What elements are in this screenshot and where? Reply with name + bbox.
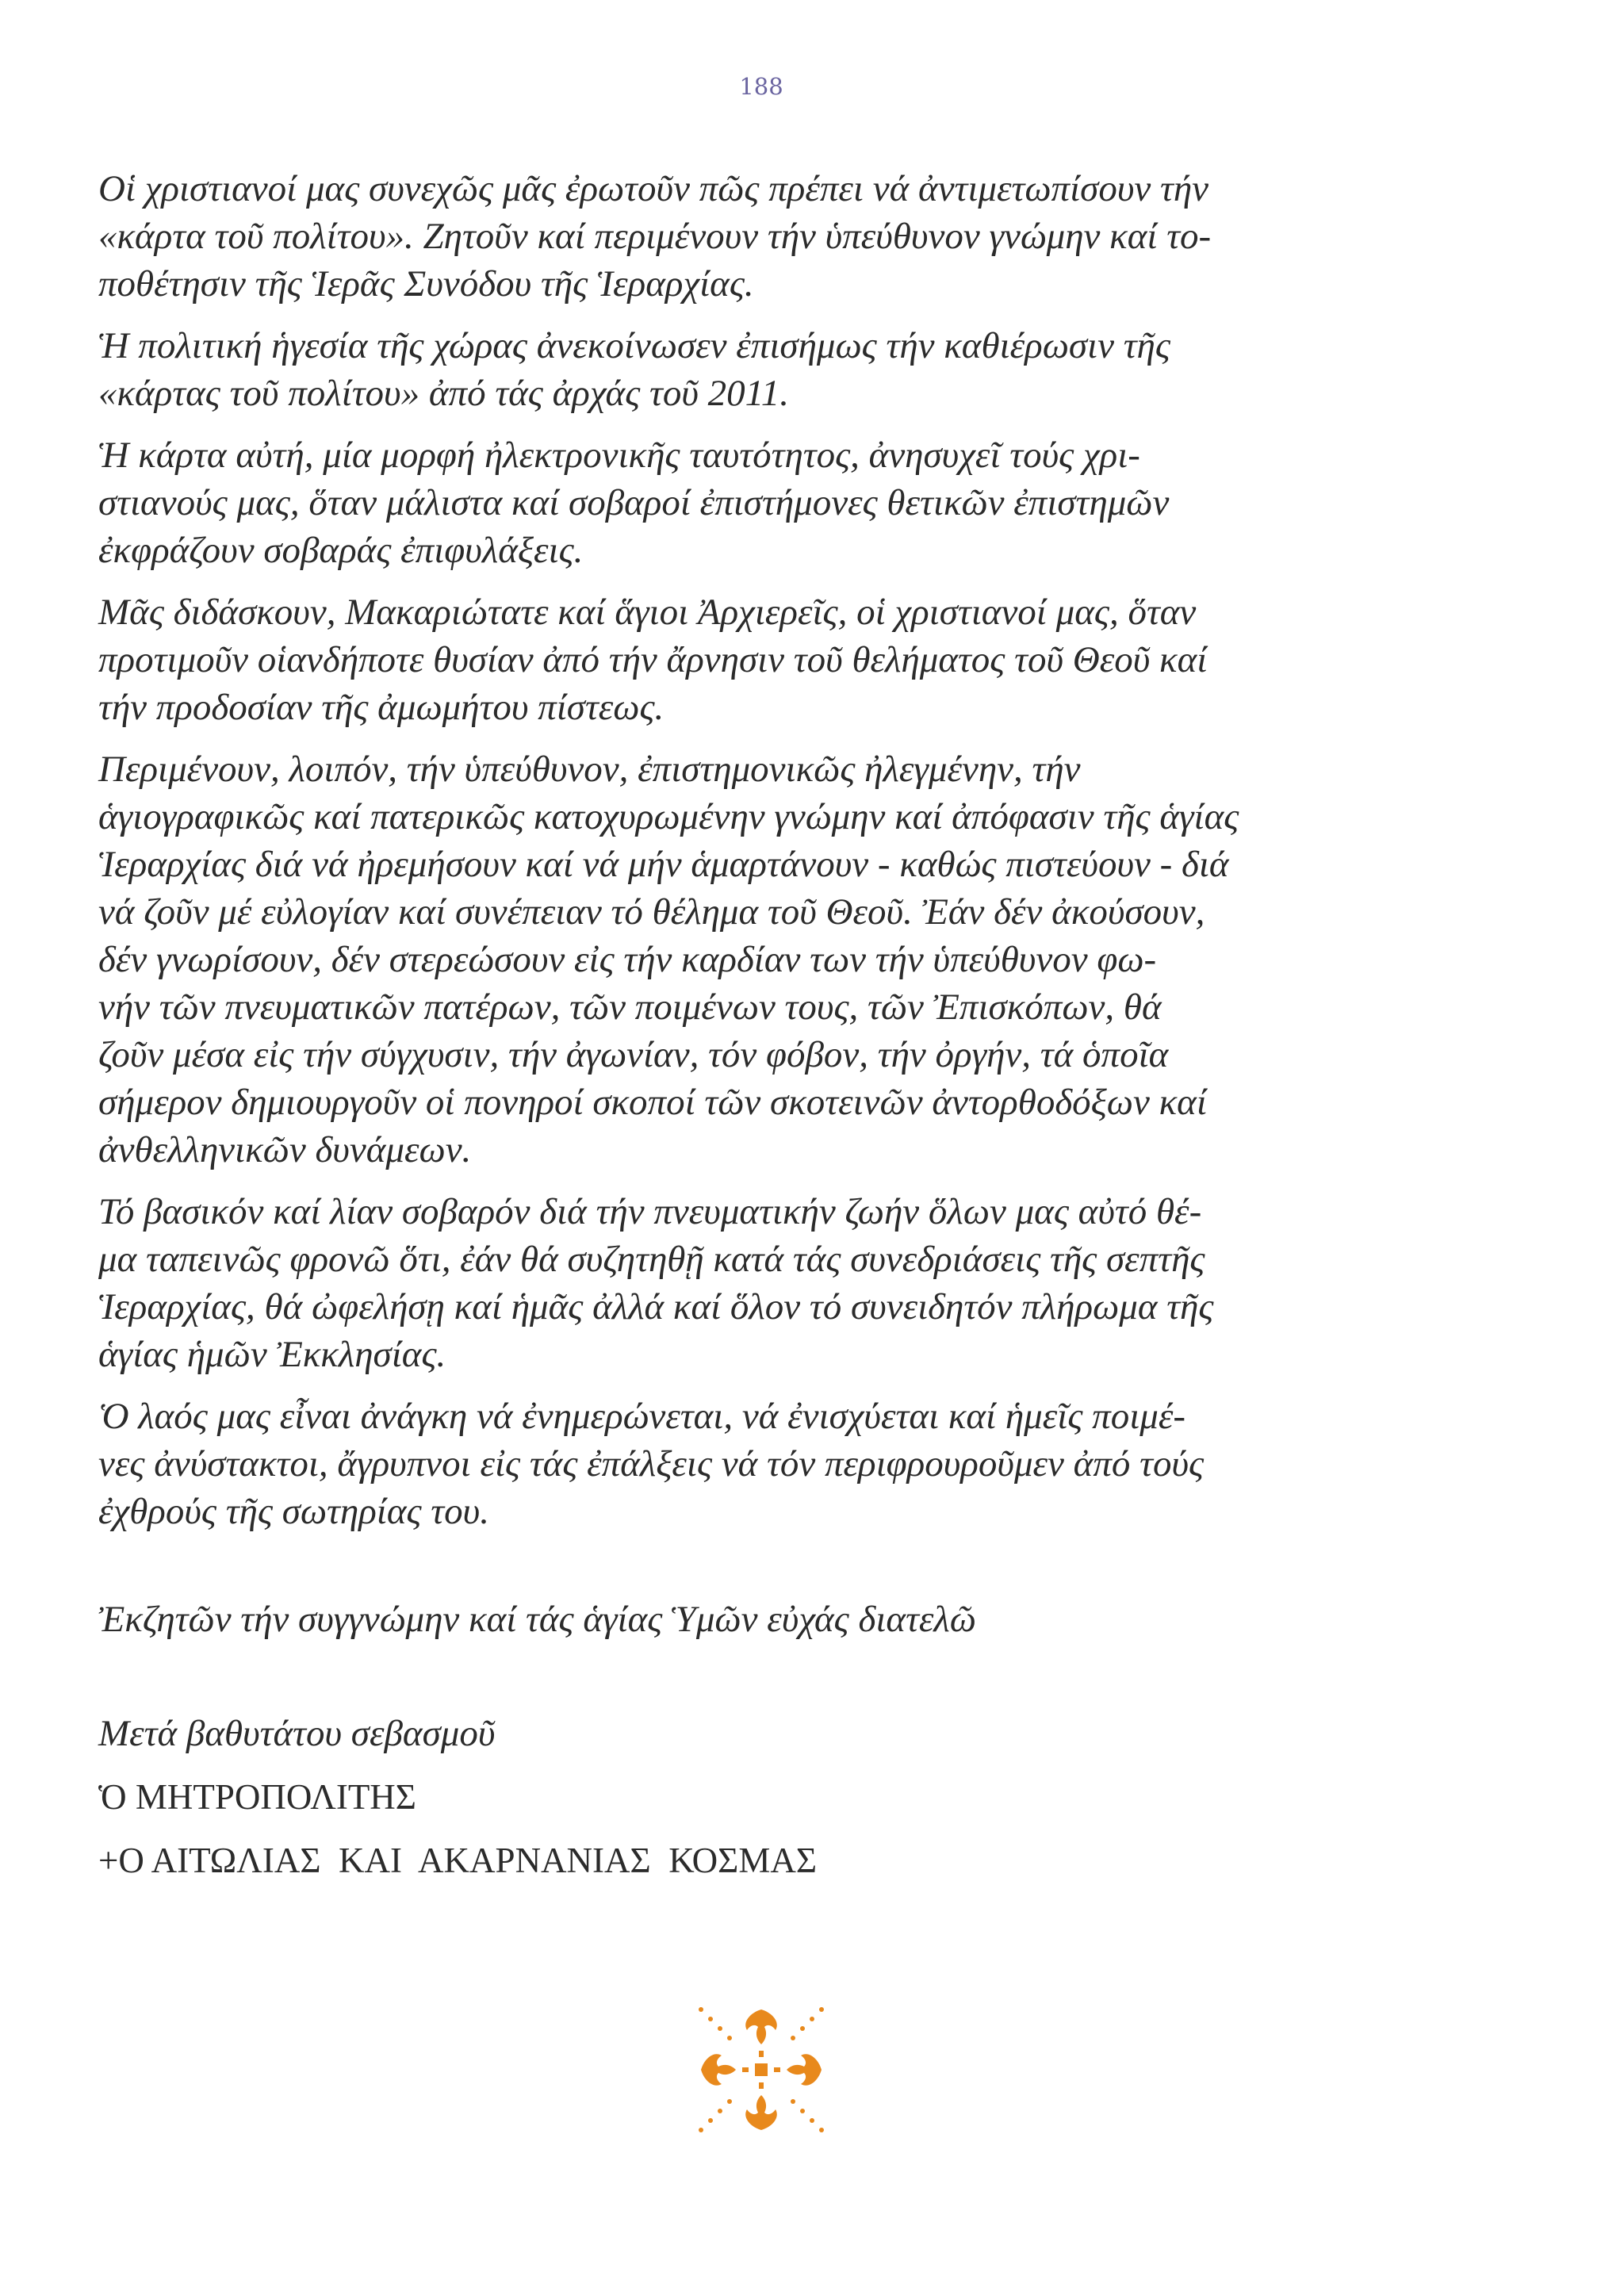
text-line: ἁγίας ἡμῶν Ἐκκλησίας. bbox=[98, 1334, 446, 1375]
text-line: ἐκφράζουν σοβαράς ἐπιφυλάξεις. bbox=[98, 530, 584, 571]
text-line: ἐχθρούς τῆς σωτηρίας του. bbox=[98, 1491, 489, 1532]
text-line: «κάρτα τοῦ πολίτου». Ζητοῦν καί περιμένουν τήν ὑπεύθυνον γνώμην καί το- bbox=[98, 216, 1212, 257]
paragraph-4 bbox=[98, 588, 1399, 731]
text-line: ἁγιογραφικῶς καί πατερικῶς κατοχυρωμένην γνώμην καί ἀπόφασιν τῆς ἁγίας bbox=[98, 796, 1239, 837]
paragraph-1 bbox=[98, 165, 1399, 308]
text-line: ζοῦν μέσα εἰς τήν σύγχυσιν, τήν ἀγωνίαν, τόν φόβον, τήν ὀργήν, τά ὁποῖα bbox=[98, 1034, 1169, 1075]
text-line: Περιμένουν, λοιπόν, τήν ὑπεύθυνον, ἐπιστημονικῶς ἠλεγμένην, τήν bbox=[98, 749, 1081, 790]
text-line: «κάρτας τοῦ πολίτου» ἀπό τάς ἀρχάς τοῦ 2011. bbox=[98, 373, 789, 414]
paragraph-3 bbox=[98, 431, 1399, 574]
text-line: Ἱεραρχίας, θά ὠφελήσῃ καί ἡμᾶς ἀλλά καί ὅλον τό συνειδητόν πλήρωμα τῆς bbox=[98, 1286, 1214, 1327]
signature-title: Ὁ ΜΗΤΡΟΠΟΛΙΤΗΣ bbox=[98, 1777, 417, 1817]
text-line: ἀνθελληνικῶν δυνάμεων. bbox=[98, 1129, 472, 1170]
text-line: σήμερον δημιουργοῦν οἱ πονηροί σκοποί τῶν σκοτεινῶν ἀντορθοδόξων καί bbox=[98, 1082, 1207, 1123]
letter-body bbox=[98, 165, 1399, 1550]
text-line: τήν προδοσίαν τῆς ἀμωμήτου πίστεως. bbox=[98, 687, 665, 728]
text-line: Ἡ κάρτα αὐτή, μία μορφή ἠλεκτρονικῆς ταυτότητος, ἀνησυχεῖ τούς χρι- bbox=[98, 435, 1140, 476]
text-line: νες ἀνύστακτοι, ἄγρυπνοι εἰς τάς ἐπάλξεις νά τόν περιφρουροῦμεν ἀπό τούς bbox=[98, 1443, 1205, 1485]
closing-regards: Μετά βαθυτάτου σεβασμοῦ bbox=[98, 1713, 496, 1754]
paragraph-5 bbox=[98, 745, 1399, 1174]
paragraph-6 bbox=[98, 1188, 1399, 1378]
text-line: Τό βασικόν καί λίαν σοβαρόν διά τήν πνευματικήν ζωήν ὅλων μας αὐτό θέ- bbox=[98, 1191, 1202, 1232]
ornamental-cross-icon bbox=[690, 1998, 833, 2141]
text-line: Μᾶς διδάσκουν, Μακαριώτατε καί ἅγιοι Ἀρχιερεῖς, οἱ χριστιανοί μας, ὅταν bbox=[98, 592, 1197, 633]
signature-name: +Ο ΑΙΤΩΛΙΑΣ ΚΑΙ ΑΚΑΡΝΑΝΙΑΣ ΚΟΣΜΑΣ bbox=[98, 1841, 818, 1880]
closing-request: Ἐκζητῶν τήν συγγνώμην καί τάς ἁγίας Ὑμῶν εὐχάς διατελῶ bbox=[98, 1599, 976, 1640]
text-line: νήν τῶν πνευματικῶν πατέρων, τῶν ποιμένων τους, τῶν Ἐπισκόπων, θά bbox=[98, 987, 1162, 1028]
text-line: Ἱεραρχίας διά νά ἠρεμήσουν καί νά μήν ἁμαρτάνουν - καθώς πιστεύουν - διά bbox=[98, 844, 1229, 885]
text-line: Ὁ λαός μας εἶναι ἀνάγκη νά ἐνημερώνεται, νά ἐνισχύεται καί ἡμεῖς ποιμέ- bbox=[98, 1396, 1186, 1437]
text-line: δέν γνωρίσουν, δέν στερεώσουν εἰς τήν καρδίαν των τήν ὑπεύθυνον φω- bbox=[98, 939, 1157, 980]
text-line: Οἱ χριστιανοί μας συνεχῶς μᾶς ἐρωτοῦν πῶς πρέπει νά ἀντιμετωπίσουν τήν bbox=[98, 168, 1209, 209]
paragraph-7 bbox=[98, 1393, 1399, 1535]
text-line: μα ταπεινῶς φρονῶ ὅτι, ἐάν θά συζητηθῇ κατά τάς συνεδριάσεις τῆς σεπτῆς bbox=[98, 1239, 1205, 1280]
text-line: προτιμοῦν οἱανδήποτε θυσίαν ἀπό τήν ἄρνησιν τοῦ θελήματος τοῦ Θεοῦ καί bbox=[98, 639, 1208, 680]
text-line: νά ζοῦν μέ εὐλογίαν καί συνέπειαν τό θέλημα τοῦ Θεοῦ. Ἐάν δέν ἀκούσουν, bbox=[98, 891, 1205, 933]
paragraph-2 bbox=[98, 322, 1399, 417]
page-number: 188 bbox=[739, 73, 783, 100]
text-line: ποθέτησιν τῆς Ἱερᾶς Συνόδου τῆς Ἱεραρχίας. bbox=[98, 263, 754, 305]
text-line: στιανούς μας, ὅταν μάλιστα καί σοβαροί ἐπιστήμονες θετικῶν ἐπιστημῶν bbox=[98, 482, 1170, 523]
text-line: Ἡ πολιτική ἡγεσία τῆς χώρας ἀνεκοίνωσεν ἐπισήμως τήν καθιέρωσιν τῆς bbox=[98, 325, 1170, 366]
